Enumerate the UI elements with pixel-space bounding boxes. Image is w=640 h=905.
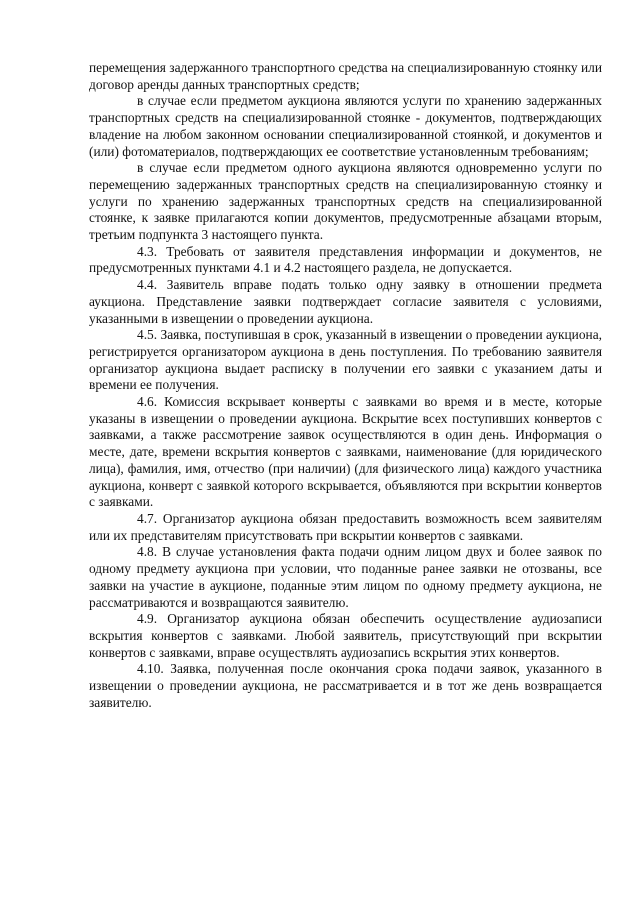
paragraph-4-10: 4.10. Заявка, полученная после окончания срока подачи заявок, указанного в извещении о проведении аукциона, не рассматривается и в тот же день возвращается заявителю. xyxy=(89,661,602,710)
paragraph-4-7: 4.7. Организатор аукциона обязан предоставить возможность всем заявителям или их представителям присутствовать при вскрытии конвертов с заявками. xyxy=(89,510,602,543)
document-page xyxy=(89,60,602,711)
paragraph-continuation: перемещения задержанного транспортного средства на специализированную стоянку или договор аренды данных транспортных средств; xyxy=(89,60,602,92)
paragraph-4-4: 4.4. Заявитель вправе подать только одну заявку в отношении предмета аукциона. Представление заявки подтверждает согласие заявителя с условиями, указанными в извещении о проведении аукциона. xyxy=(89,277,602,326)
paragraph-4-9: 4.9. Организатор аукциона обязан обеспечить осуществление аудиозаписи вскрытия конвертов с заявками. Любой заявитель, присутствующий при вскрытии конвертов с заявками, вправе осуществлять аудиозапись вскрытия этих конвертов. xyxy=(89,611,602,660)
paragraph-4-8: 4.8. В случае установления факта подачи одним лицом двух и более заявок по одному предмету аукциона при условии, что поданные ранее заявки не отозваны, все заявки на участие в аукционе, поданные этим лицом по одному предмету аукциона, не рассматриваются и возвращаются заявителю. xyxy=(89,544,602,610)
paragraph-combined-services: в случае если предметом одного аукциона являются одновременно услуги по перемещению задержанных транспортных средств на специализированную стоянку и услуги по хранению задержанных транспортных средств на специализированной стоянке, к заявке прилагаются копии документов, предусмотренные абзацами вторым, третьим подпункта 3 настоящего пункта. xyxy=(89,160,602,243)
paragraph-4-6: 4.6. Комиссия вскрывает конверты с заявками во время и в месте, которые указаны в извещении о проведении аукциона. Вскрытие всех поступивших конвертов с заявками, а также рассмотрение заявок осуществляются в один день. Информация о месте, дате, времени вскрытия конвертов с заявками, наименование (для юридического лица), фамилия, имя, отчество (при наличии) (для физического лица) каждого участника аукциона, конверт с заявкой которого вскрывается, объявляются при вскрытии конвертов с заявками. xyxy=(89,394,602,510)
paragraph-4-5: 4.5. Заявка, поступившая в срок, указанный в извещении о проведении аукциона, регистрируется организатором аукциона в день поступления. По требованию заявителя организатор аукциона выдает расписку в получении его заявки с указанием даты и времени ее получения. xyxy=(89,327,602,393)
paragraph-storage-documents: в случае если предметом аукциона являются услуги по хранению задержанных транспортных средств на специализированной стоянке - документов, подтверждающих владение на любом законном основании специализированной стоянкой, и документов и (или) фотоматериалов, подтверждающих ее соответствие установленным требованиям; xyxy=(89,93,602,159)
paragraph-4-3: 4.3. Требовать от заявителя представления информации и документов, не предусмотренных пунктами 4.1 и 4.2 настоящего раздела, не допускается. xyxy=(89,243,602,276)
